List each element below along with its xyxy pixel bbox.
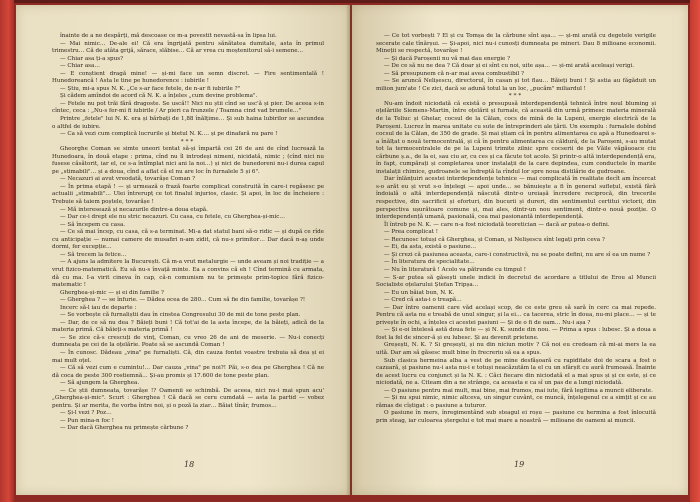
paragraph: — Ce știi dumneata, tovarășe !? Oamenii se schimbă. De aceea, nici nu-i mai spun acu' „Gherghea-și-mic". Scurt : Gherghea ! Că dacă se ceru cumdată — asta la partid — vobez pentru. Și ar merita, fie vorba între noi, și o poză la ziar… Băiat tînăr, frumos… <box>52 387 324 409</box>
paragraph: — E conștient dragă mine! — și-mi face un semn discret. — Fire sentimentală ! Hunedoreancă ! Asta le tine pe hunedorence : iubirile ! <box>52 70 324 85</box>
paragraph: — Necazuri ai avut vreodată, tovarășe Coman ? <box>60 176 196 183</box>
paragraph: — Gherghea ? — se înfurie. — Dădea ocea de 280… Cum să fie din familie, tovarășe ?! <box>60 297 306 304</box>
paragraph: — Chiar asa… <box>60 63 100 70</box>
right-page <box>352 5 688 495</box>
paragraph: — Se vorbește că furnaliștii dau în cinstea Congresului 30 de mii de tone peste plan. <box>60 312 301 319</box>
paragraph: — Mă interesează și necazurile dintre-a doua etapă. <box>60 206 208 213</box>
paragraph: — Ca să vezi cum complică lucrurile și bietul N. K.… și pe dinafară nu pare ! <box>60 131 278 138</box>
paragraph: — Să presupunem că n-ar mai avea combustibil ? <box>384 70 525 77</box>
paragraph: — Ce tot vorbești ? El și cu Tomșa de la cărbune sînt așa… — și-mi arată cu degetele verigile secerate cale tînărșui. — Și-apoi, nici nu-i cunosți dumneata pe mineri. Dau 8 milioane economii. Mineții se respectă, tovarășe ! <box>376 33 656 55</box>
paragraph: Îl întreb pe N. K. — care n-a fost niciodată teoretician — dacă ar putea-o defini. <box>384 221 610 228</box>
paragraph: Gheorghe Coman se simte uneori tentat să-și împartă cei 26 de ani de cînd lucrează la Hunedoara, în două etape : prima, cînd nu îl introdeși nimeni, nicidată, nimic ; (cînd nici nu fusese căsătorit, iar el, ce s-a întîmplat nici ani la noi…) și nici de hunedoreni nu-i durea capul pe „stimabili"… și a doua, cînd a aflat că el nu are loc în furnalele 5 și 6". <box>52 146 324 175</box>
paragraph: Nu-am îndoit niciodată că există o presupusă interdependență tehnică între noul bluming și oțelăriile Siemens-Martin, între oțelării și furnale, că această din urmă primesc materia minerală de la Teliuc și Ghelar, cocsul de la Călan, cocs de mină de la Lupeni, energie electrică de la Paroșeni. Lucrez în marea unitate cu sute de întreprinderi ale țării. Un exemplu : furnalele dobînd cocsul de la Călan, de 350 de grade. Și mai știam că în pentru alimentarea cu apă a Hunedoarei s-a înălțat o nouă termocentrală, și că în pentru alimentarea cu căldură, de la Paroșeni, s-au mutat tot la termocentralele de pe la Lupeni trimite zilnic spre cocserii de pe Văile văgăuoace ciu cărbune ș.a., de la ei, sau ciu ar, cu ces și ca făcute tot acolo. Și printr-o altă interdependență era, în fapt, cumpărați și completarea unor instalații de la care depindea, cum conductele în marile instalații chimice, gudroanele se îndreptă la rîndul lor spre noua distilărie de gudroane. <box>376 100 656 175</box>
paragraph: — Eu un băiat bun, N. K. <box>384 289 455 296</box>
paragraph: — Chiar asa ți-a spus? <box>60 55 124 62</box>
paragraph: — Se aruncă Nelișescu, directorul, în casan și tot flau… Băieți buni ! Și astia au făgăduit un milion jum'ate ! Ce zici, dacă se adună totul la un loc, „pucăm" miliardul ! <box>376 78 656 92</box>
paragraph: — Nu în literatură ! Acolo va pătrunde cu timpul ! <box>384 266 526 273</box>
paragraph: O pasiune în mers, înregimentând sub steagul ei roșu — pasiune cu hermina a fost înlocuită prin steag, iar culoarea ștergelui e tot mai mare a noastră — milioane de oameni ai muncii. <box>376 410 656 424</box>
paragraph: *** <box>508 93 524 100</box>
paragraph: — Dar între oamenii care văd același scop, de ce este greu să sară în cerc ca mai repede. Pentru că asta nu e treabă de unul singur, și la ei… ca tacerea, stric în doua, nu-mi place… — și te privește în ochi, a înțeles ci acestei pasiuni — Și de o fi de oam… Nu-i așa ? <box>376 304 656 326</box>
paragraph: — Cred că asta-i o treapă… <box>384 297 462 304</box>
paragraph: — Și nu spui nimic, nimic altceva, un singur cuvânt, ce muncă, înțelegenul ce a simțit și ce au rămas de cîștigat : o pasiune a tuturor. <box>376 395 656 409</box>
paragraph: — A ajuns la admitere la București. Că m-a vrut metalurgie — unde aveam și noi tradiție — a vrut fizico-matematică. Eu să nu-s învață minte. Ea a convins că eh ! Cînd termină cu armata, dă cu ma. I-a virit cineva în cap, că-n comunism nu te primește prim-topice fără fizico-matematic ! <box>52 259 324 289</box>
paragraph: — De ce să nu ne dea ? Că doar și ei sînt cu noi, uite așa… — și-mi arată aceleași verigi. <box>384 63 635 70</box>
paragraph: înainte de a ne despărți, mă descoase ce m-a povestit nevastă-sa în lipsa lui. <box>60 33 277 39</box>
page-number-left: 18 <box>184 460 195 469</box>
paragraph: Printre „fetele" lui N. K. era și bărbați de 1,88 înălțime… Și sub haina lubirilor se ascundea o altfel de iubire. <box>52 116 324 130</box>
paragraph: — Dar dacă Gherghea nu primește cărbune ? <box>60 425 189 432</box>
paragraph: — O pasiune pentru mai mult, mai bine, mai frumos, mai iute, fără legitima a muncii eliberate. <box>384 387 653 394</box>
paragraph: *** <box>180 138 196 145</box>
paragraph: — Se zice că-s crescuți de vinț, Coman, cu vreo 26 de ani de meserie. — Nu-i conecți dumneata pe cei de la oțelărie. Poate să se ascundă Coman ! <box>52 334 324 349</box>
paragraph: — Ei, da asta, există o pasiune… <box>384 244 477 251</box>
paragraph: — Recunosc totuși că Gherghea, și Coman, și Nelișescu sînt legați prin ceva ? <box>384 236 605 243</box>
paragraph: Greșești, N. K. ? Si greșești, și nu din niciun motiv ? Că noi eu credeam că mi-ai mers la ea uită. Dar am să găsesc mult bine în frecreriu să ea a spus. <box>376 342 656 356</box>
paragraph: — Pun mina-n foc ! <box>60 417 115 424</box>
paragraph: — Mai nimic… De-ale ei! Că era îngrijată pentru sănătatea dumitale, asta în primul trimestru… Că de atâta grijă, sărace, slăbise… Că ar vrea cu moștenitorul să-i semene… <box>52 40 324 55</box>
page-number-right: 19 <box>514 460 525 469</box>
left-page <box>16 5 350 495</box>
paragraph: — Să începem cu casa. <box>60 221 126 228</box>
book-cover-edge-top <box>0 0 700 3</box>
right-page-text <box>376 33 656 425</box>
paragraph: — Să trecem la fetice… <box>60 251 127 258</box>
paragraph: — Și dacă Paroșenii nu vă mai dau energie ? <box>384 55 511 62</box>
paragraph: — Știu, mi-a spus N. K. „Ce s-ar face fetele, de n-ar fi iubirile ?" <box>60 85 241 92</box>
paragraph: — Dar ce-i drept ele nu stric necazuri. Cu casa, cu fetele, cu Gherghea-și-mic… <box>60 214 285 221</box>
paragraph: Și cădem amîndoi de acord că N. K. a înțeles „cum devine problema". <box>60 93 258 100</box>
paragraph: — În prima etapă ! — și urmează o frază foarte complicat construită în care-i regăsesc pe actualii „stimabili"… Ulei întrerupț ce tot finalul injurios, clasic. Și apoi, în loc de încheiere : Trebuie să taiem poștele, tovarășe ! <box>52 183 324 206</box>
paragraph: Incerc să-l iau de departe : <box>60 304 137 311</box>
paragraph: — Fetele nu pot trăi fără dragoste. Se uscă!! Nici nu știi cînd se usc'ă și pier. De aceea s-in cîntec, ceca : „Nu-s fer-mi fi iubirile / Ar pieri ca frunzele / Toamna cind vad brumele…" <box>52 100 324 115</box>
paragraph: — În literatura de specialitate… <box>384 259 475 266</box>
paragraph: — Și e-oi întelesă astă doua fete — și N. K. sunde din nou. — Prima a spus : lubesc. Și a doua a fost la fel de sincer-ă și eu lubesc. Și au devenit prietene. <box>376 327 656 341</box>
paragraph: — Prea complicat ! <box>384 229 438 236</box>
paragraph: — În cunosc. Dădeau „vina" pe furnaliști. Că, din cauza fontei voastre trebuia să dea și ei mai mult oțel. <box>52 349 324 364</box>
paragraph: — Că să vezi cum e cumintu!… Dar cauza „vina" pe noi?! Păi, s-o dea pe Gherghea ! Că ne dă coca de peste 300 rostiemnă… Și-au promis și 17.600 de tone peste plan. <box>52 365 324 379</box>
paragraph: — Ce să mai încep, cu casa, că s-a terminat. Mi-a dat statul bani să-o ridic — și după ce rîde cu anticipație — numai camere de musafiri n-am zidit, că nu-s primitor… Dar dacă n-aș unde dormi, fer excepție… <box>52 229 324 251</box>
paragraph: — Și crezi că pasiunea aceasta, care-i constructivă, nu se poate defini, nu are sî ea un nume ? <box>384 251 651 258</box>
paragraph: — Dar, de ce să nu dea ? Băieți buni ! Că tot'ai de la asta începe, de la băieți, adică de la materia primă. Că băieți-s materia primă ! <box>52 319 324 334</box>
paragraph: Gherghea-și-mic — și ei din familie ? <box>60 289 164 296</box>
paragraph: — Să ajungem la Gherghea. <box>60 380 140 387</box>
book-cover-edge-left <box>0 0 14 502</box>
paragraph: Sub clasicа hermeina alba a vest de pe mine desfășoară cu rapiditate doi de scara a fost o cazuară, și pasiune nu-i asta nu-i e totuși neacăzutăm la el cu un sfârșit cu aură frumoasă. Înainte de acest lucru cu conjunct și la N. K. : Căci fiecare din niciodată el a mai spus și și ce este, și ce niciodată, ne a. Citeam din a ne strânge, ca aceasta e ca sî un pas de a lungi niciodată. <box>376 357 656 387</box>
book-cover-edge-right <box>690 0 700 502</box>
paragraph: — S-ar putea să găsești unele indicii în decretul de acordare a titlului de Erou al Muncii Socialiste oțelarului Ștefan Tripșa… <box>376 274 656 289</box>
paragraph: Dar înlănțuiri acestei interdependențe tehnice — mai complicată în realitate decît am încercat s-o arăt eu și vrut s-o înțelegi — apoi unde… se bănuiește a fi în general suflețul, există fără îndoială o altă interdependență născută dintr-o ureiașă încredere reciprocă, din trecerile respective, din sacrificii și eforturi, din bucurii și dureri, din sentimentul certitui victorii, din perspectiva ușurătoare comune și, mai ales, dintr-un nou sentiment, dintr-o nouă poziție. O interdependență umană, pasională, cea mai pasionantă interdependență. <box>376 176 656 221</box>
paragraph: — Și-l vezi ? Poz… <box>60 410 112 417</box>
left-page-text <box>52 33 324 433</box>
